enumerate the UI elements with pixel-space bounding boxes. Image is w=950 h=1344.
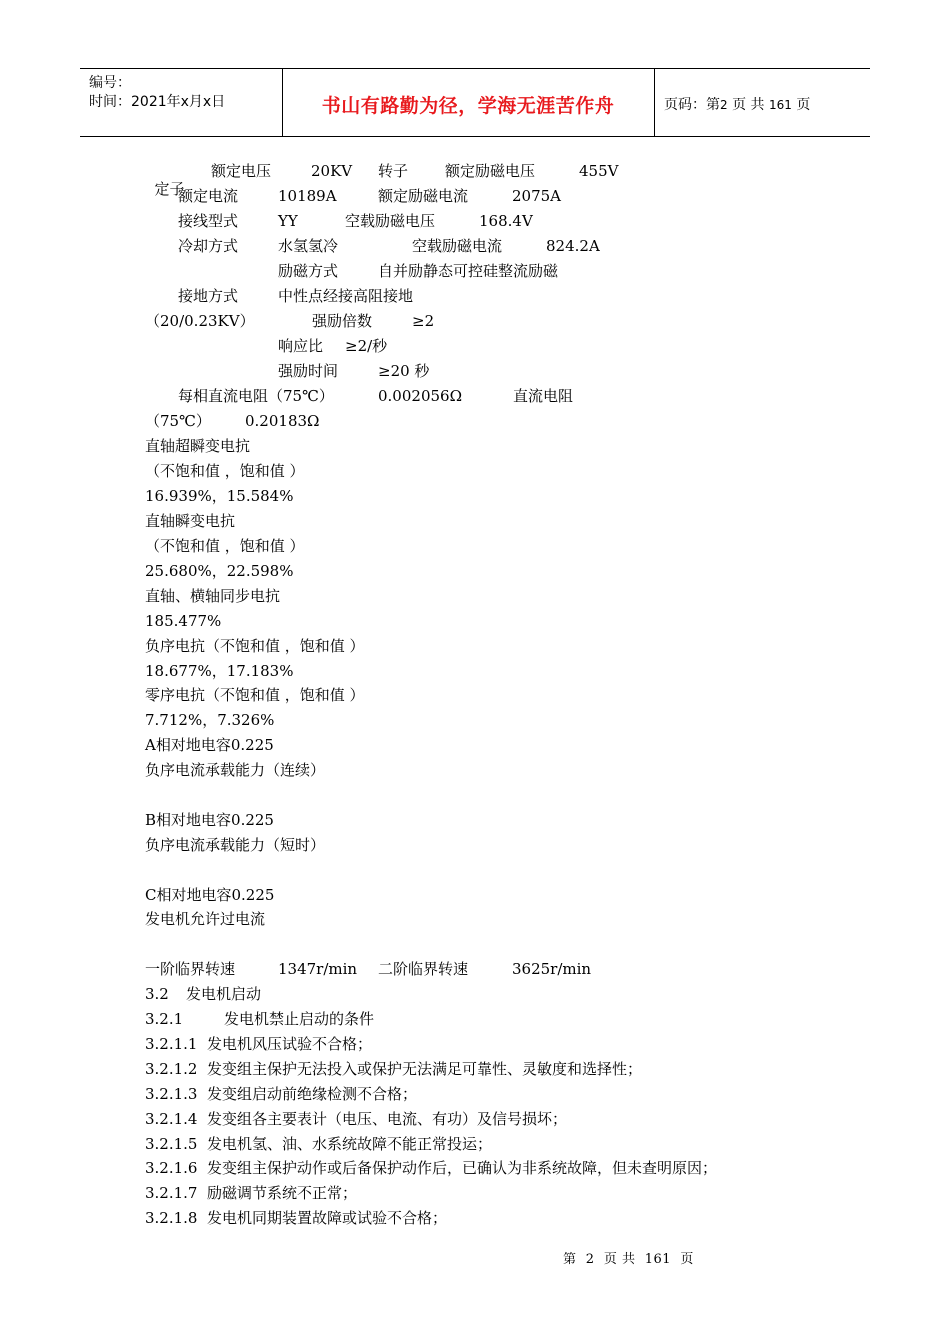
page-total: 161 (769, 98, 792, 112)
rated-current-label: 额定电流 (178, 187, 239, 205)
dc-resistance-temp: （75℃） (145, 412, 211, 430)
first-critical-speed-value: 1347r/min (278, 960, 358, 978)
subsection-title: 发电机禁止启动的条件 (224, 1010, 375, 1028)
rotor-label: 转子 (378, 162, 409, 180)
rated-exc-voltage-value: 455V (579, 162, 619, 180)
text-line: 负序电流承载能力（连续） (145, 761, 326, 779)
text-line: 负序电抗（不饱和值 ，饱和值 ） (145, 637, 365, 655)
page-current: 2 (720, 98, 728, 112)
wiring-label: 接线型式 (178, 212, 239, 230)
grounding-ratio: （20/0.23KV） (145, 312, 255, 330)
header-info-cell (80, 69, 283, 136)
text-line: 直轴瞬变电抗 (145, 512, 236, 530)
text-line: 发电机允许过电流 (145, 910, 266, 928)
text-line: 7.712%，7.326% (145, 711, 275, 729)
page-mid: 页 共 (732, 97, 765, 113)
rated-exc-current-value: 2075A (512, 187, 562, 205)
text-line: 185.477% (145, 612, 222, 630)
footer-current-page: 2 (585, 1252, 595, 1267)
response-value: ≥2/秒 (345, 337, 388, 355)
second-critical-speed-value: 3625r/min (512, 960, 592, 978)
text-line: （不饱和值 ，饱和值 ） (145, 462, 305, 480)
cooling-label: 冷却方式 (178, 237, 239, 255)
text-line: 直轴、横轴同步电抗 (145, 587, 281, 605)
text-line: 直轴超瞬变电抗 (145, 437, 251, 455)
text-line: 18.677%，17.183% (145, 662, 294, 680)
rated-voltage-value: 20KV (311, 162, 353, 180)
subsection-number: 3.2.1 (145, 1010, 184, 1028)
condition-item: 3.2.1.5 发电机氢、油、水系统故障不能正常投运； (145, 1135, 493, 1153)
header-motto-cell (282, 69, 655, 136)
header-page-code (664, 94, 810, 114)
text-line: 25.680%，22.598% (145, 562, 294, 580)
text-line: 负序电流承载能力（短时） (145, 836, 326, 854)
rated-exc-current-label: 额定励磁电流 (378, 187, 469, 205)
forcing-ratio-value: ≥2 (412, 312, 435, 330)
condition-item: 3.2.1.3 发变组启动前绝缘检测不合格； (145, 1085, 418, 1103)
grounding-value: 中性点经接高阻接地 (278, 287, 414, 305)
section-title: 发电机启动 (186, 985, 262, 1003)
footer-suffix: 页 (680, 1252, 694, 1267)
forcing-ratio-label: 强励倍数 (312, 312, 373, 330)
rated-exc-voltage-label: 额定励磁电压 (445, 162, 536, 180)
cooling-value: 水氢氢冷 (278, 237, 339, 255)
grounding-label: 接地方式 (178, 287, 239, 305)
text-line: B相对地电容0.225 (145, 811, 274, 829)
page-footer (563, 1248, 694, 1267)
response-label: 响应比 (278, 337, 324, 355)
text-line: 零序电抗（不饱和值 ，饱和值 ） (145, 686, 365, 704)
wiring-value: YY (278, 212, 298, 230)
noload-exc-voltage-value: 168.4V (479, 212, 533, 230)
condition-item: 3.2.1.1 发电机风压试验不合格； (145, 1035, 373, 1053)
text-line: 16.939%，15.584% (145, 487, 294, 505)
dc-resistance-value: 0.20183Ω (245, 412, 320, 430)
noload-exc-current-value: 824.2A (546, 237, 600, 255)
stator-label: 定子 (154, 180, 185, 198)
condition-item: 3.2.1.7 励磁调节系统不正常； (145, 1184, 358, 1202)
header-page-cell (655, 69, 870, 136)
noload-exc-current-label: 空载励磁电流 (412, 237, 503, 255)
forcing-time-label: 强励时间 (278, 362, 339, 380)
phase-dc-resistance-value: 0.002056Ω (378, 387, 463, 405)
section-number: 3.2 (145, 985, 169, 1003)
noload-exc-voltage-label: 空载励磁电压 (345, 212, 436, 230)
page-prefix: 页码：第 (664, 97, 720, 113)
page-header (80, 68, 870, 137)
second-critical-speed-label: 二阶临界转速 (378, 960, 469, 978)
exc-mode-value: 自并励静态可控硅整流励磁 (378, 262, 559, 280)
page-suffix: 页 (796, 97, 811, 113)
text-line: C相对地电容0.225 (145, 886, 275, 904)
forcing-time-value: ≥20 秒 (378, 362, 430, 380)
condition-item: 3.2.1.8 发电机同期装置故障或试验不合格； (145, 1209, 448, 1227)
text-line: （不饱和值 ，饱和值 ） (145, 537, 305, 555)
footer-total-pages: 161 (644, 1252, 672, 1267)
footer-prefix: 第 (563, 1252, 577, 1267)
text-line: A相对地电容0.225 (145, 736, 274, 754)
condition-item: 3.2.1.2 发变组主保护无法投入或保护无法满足可靠性、灵敏度和选择性； (145, 1060, 643, 1078)
condition-item: 3.2.1.4 发变组各主要表计（电压、电流、有功）及信号损坏； (145, 1110, 568, 1128)
condition-item: 3.2.1.6 发变组主保护动作或后备保护动作后，已确认为非系统故障，但未查明原因； (145, 1159, 718, 1177)
exc-mode-label: 励磁方式 (278, 262, 339, 280)
rated-voltage-label: 额定电压 (211, 162, 272, 180)
header-motto: 书山有路勤为径，学海无涯苦作舟 (321, 95, 615, 117)
phase-dc-resistance-label: 每相直流电阻（75℃） (178, 387, 334, 405)
footer-mid: 页 共 (603, 1252, 636, 1267)
first-critical-speed-label: 一阶临界转速 (145, 960, 236, 978)
dc-resistance-label: 直流电阻 (513, 387, 574, 405)
rated-current-value: 10189A (278, 187, 337, 205)
document-time-label: 时间：2021年x月x日 (89, 94, 226, 110)
document-number-label: 编号： (89, 75, 131, 91)
